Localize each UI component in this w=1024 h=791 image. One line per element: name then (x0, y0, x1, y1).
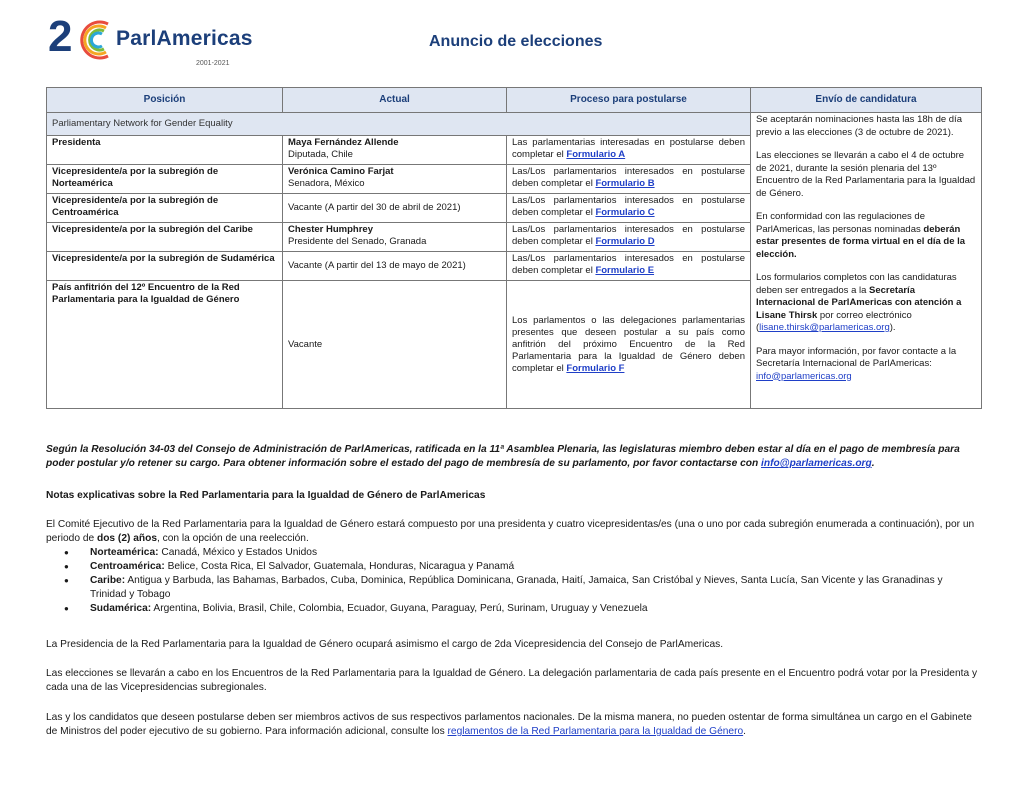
current-cell: Verónica Camino Farjat Senadora, México (283, 165, 507, 194)
position-cell: Vicepresidente/a por la subregión de Norteamérica (47, 165, 283, 194)
submission-election-date: Las elecciones se llevarán a cabo el 4 de octubre de 2021, durante la sesión plenaria del 13º Encuentro de la Red Parlamentaria para la Igualdad de Género. (756, 150, 976, 199)
header-process: Proceso para postularse (507, 88, 751, 113)
form-e-link[interactable]: Formulario E (595, 265, 655, 276)
email-link-membership[interactable]: info@parlamericas.org (761, 458, 872, 469)
list-item: ● Centroamérica: Belice, Costa Rica, El Salvador, Guatemala, Honduras, Nicaragua y Panamá (90, 560, 981, 574)
position-cell: Vicepresidente/a por la subregión de Sudamérica (47, 252, 283, 281)
logo-name: ParlAmericas (116, 27, 253, 50)
header-current: Actual (283, 88, 507, 113)
email-link-lisane[interactable]: lisane.thirsk@parlamericas.org (759, 322, 890, 333)
current-cell: Vacante (283, 281, 507, 409)
page-title: Anuncio de elecciones (429, 33, 603, 50)
submission-delivery: Los formularios completos con las candidaturas deben ser entregados a la Secretaría Internacional de ParlAmericas con atención a Lisane Thirsk por correo electrónico (lisane.thirsk@parlamericas.org). (756, 272, 962, 333)
table-header-row (47, 88, 982, 113)
list-item: ● Norteamérica: Canadá, México y Estados Unidos (90, 546, 981, 560)
submission-regulations: En conformidad con las regulaciones de ParlAmericas, las personas nominadas deberán estar presentes de forma virtual en el día de la elección. (756, 211, 966, 260)
notes-title: Notas explicativas sobre la Red Parlamentaria para la Igualdad de Género de ParlAmericas (46, 490, 486, 501)
current-cell: Vacante (A partir del 13 de mayo de 2021) (283, 252, 507, 281)
process-cell: Las/Los parlamentarios interesados en postularse deben completar el Formulario B (507, 165, 751, 194)
elections-paragraph: Las elecciones se llevarán a cabo en los Encuentros de la Red Parlamentaria para la Igualdad de Género. La delegación parlamentaria de cada país presente en el Encuentro podrá votar por la Presidenta y cada una de las Vicepresidencias subregionales. (46, 668, 978, 693)
process-cell: Las/Los parlamentarios interesados en postularse deben completar el Formulario E (507, 252, 751, 281)
process-cell: Los parlamentos o las delegaciones parlamentarias presentes que deseen postular a su país como anfitrión del próximo Encuentro de la Red Parlamentaria para la Igualdad de Género deben completar el Formulario F (507, 281, 751, 409)
logo-number: 2 (48, 12, 73, 61)
network-row (47, 113, 982, 136)
membership-note: Según la Resolución 34-03 del Consejo de Administración de ParlAmericas, ratificada en la 11ª Asamblea Plenaria, las legislaturas miembro deben estar al día en el pago de membresía para poder postular y/o retener su cargo. Para obtener información sobre el estado del pago de membresía de su parlamento, por favor contactarse con info@parlamericas.org. (46, 444, 960, 469)
list-item: ● Caribe: Antigua y Barbuda, las Bahamas, Barbados, Cuba, Dominica, República Dominicana, Granada, Haití, Jamaica, San Cristóbal y Nieves, Santa Lucía, San Vicente y las Granadinas y Trinidad y Tobago (90, 574, 981, 602)
form-c-link[interactable]: Formulario C (595, 207, 655, 218)
logo-years: 2001-2021 (196, 60, 230, 67)
process-cell: Las/Los parlamentarios interesados en postularse deben completar el Formulario D (507, 223, 751, 252)
current-cell: Chester Humphrey Presidente del Senado, Granada (283, 223, 507, 252)
submission-deadline: Se aceptarán nominaciones hasta las 18h de día previo a las elecciones (3 de octubre de 2021). (756, 114, 962, 138)
position-cell: País anfitrión del 12º Encuentro de la Red Parlamentaria para la Igualdad de Género (47, 281, 283, 409)
committee-paragraph: El Comité Ejecutivo de la Red Parlamentaria para la Igualdad de Género estará compuesto por una presidenta y cuatro vicepresidentas/es (una o uno por cada subregión enumerada a continuación), por un periodo de dos (2) años, con la opción de una reelección. ● Norteamérica: Canadá, México y Estados Unidos ● Centroamérica: Belice, Costa Rica, El Salvador, Guatemala, Honduras, Nicaragua y Panamá ● Caribe: Antigua y Barbuda, las Bahamas, Barbados, Cuba, Dominica, República Dominicana, Granada, Haití, Jamaica, San Cristóbal y Nieves, Santa Lucía, San Vicente y las Granadinas y Trinidad y Tobago ● Sudamérica: Argentina, Bolivia, Brasil, Chile, Colombia, Ecuador, Guyana, Paraguay, Perú, Surinam, Uruguay y Venezuela (46, 518, 981, 616)
form-d-link[interactable]: Formulario D (595, 236, 655, 247)
list-item: ● Sudamérica: Argentina, Bolivia, Brasil, Chile, Colombia, Ecuador, Guyana, Paraguay, Perú, Surinam, Uruguay y Venezuela (90, 602, 981, 616)
submission-contact: Para mayor información, por favor contacte a la Secretaría Internacional de ParlAmericas: info@parlamericas.org (756, 345, 957, 382)
form-a-link[interactable]: Formulario A (566, 149, 626, 160)
position-cell: Vicepresidente/a por la subregión de Centroamérica (47, 194, 283, 223)
submission-info (751, 113, 982, 409)
current-cell: Vacante (A partir del 30 de abril de 2021) (283, 194, 507, 223)
parlamericas-logo (48, 12, 253, 72)
candidates-paragraph: Las y los candidatos que deseen postularse deben ser miembros activos de sus respectivos parlamentos nacionales. De la misma manera, no pueden ostentar de forma simultánea un cargo en el Gabinete de Ministros del poder ejecutivo de su gobierno. Para información adicional, consulte los reglamentos de la Red Parlamentaria para la Igualdad de Género. (46, 712, 972, 737)
email-link-info[interactable]: info@parlamericas.org (756, 370, 852, 382)
process-cell: Las/Los parlamentarios interesados en postularse deben completar el Formulario C (507, 194, 751, 223)
position-cell: Presidenta (47, 136, 283, 165)
presidency-paragraph: La Presidencia de la Red Parlamentaria para la Igualdad de Género ocupará asimismo el cargo de 2da Vicepresidencia del Consejo de ParlAmericas. (46, 639, 724, 650)
elections-table (46, 87, 982, 409)
header-submission: Envío de candidatura (751, 88, 982, 113)
current-cell: Maya Fernández Allende Diputada, Chile (283, 136, 507, 165)
process-cell: Las parlamentarias interesadas en postularse deben completar el Formulario A (507, 136, 751, 165)
regions-list (46, 546, 981, 616)
network-name: Parliamentary Network for Gender Equality (47, 113, 751, 136)
form-b-link[interactable]: Formulario B (595, 178, 655, 189)
position-cell: Vicepresidente/a por la subregión del Caribe (47, 223, 283, 252)
form-f-link[interactable]: Formulario F (566, 362, 625, 374)
regulations-link[interactable]: reglamentos de la Red Parlamentaria para la Igualdad de Género (447, 726, 744, 737)
logo-arcs-icon (68, 18, 116, 62)
header-position: Posición (47, 88, 283, 113)
